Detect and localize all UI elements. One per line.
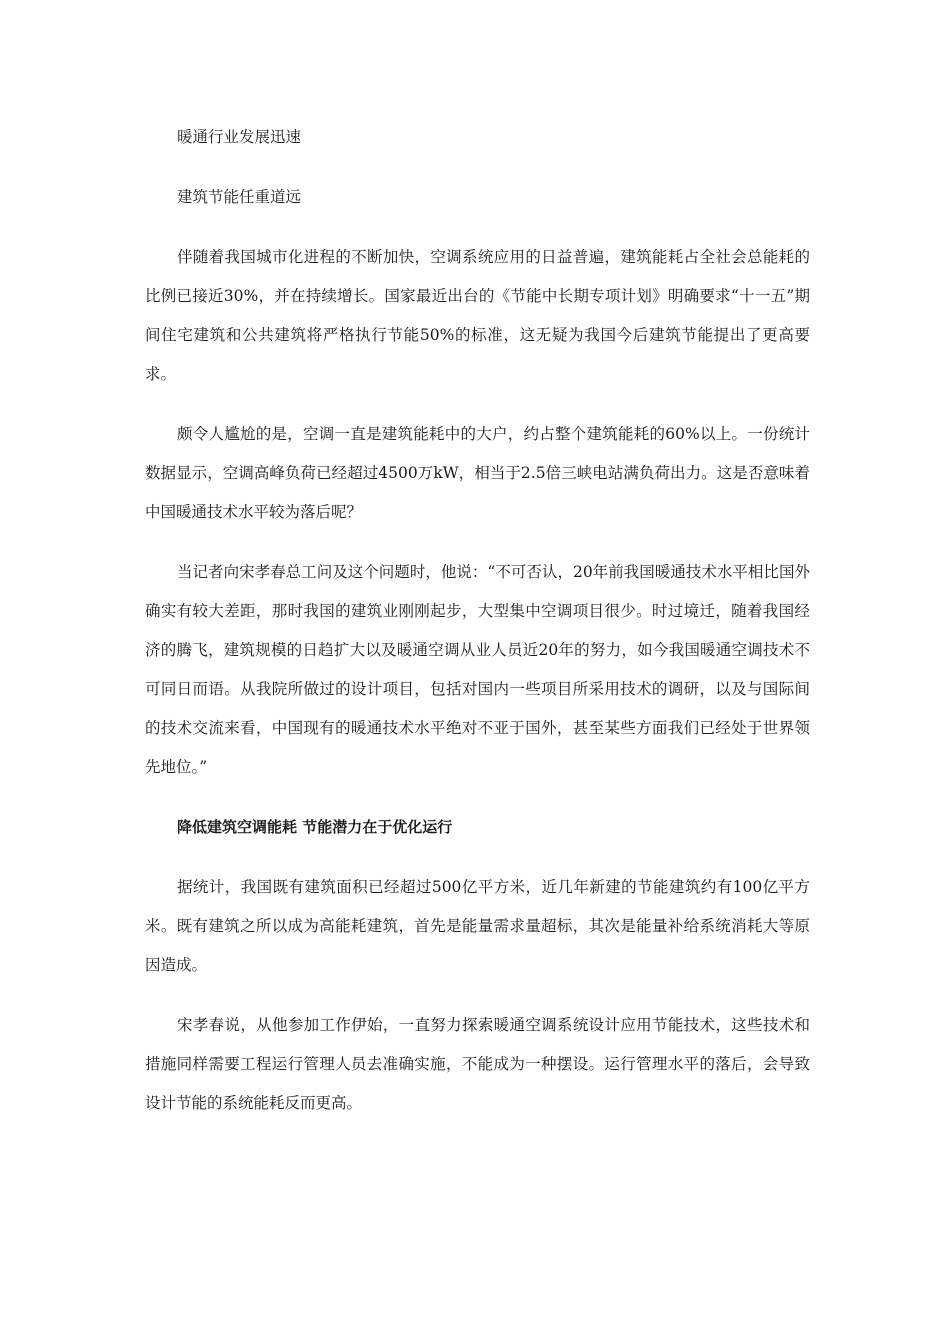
section-title: 降低建筑空调能耗 节能潜力在于优化运行	[177, 818, 453, 836]
paragraph-operation-management: 宋孝春说，从他参加工作伊始，一直努力探索暖通空调系统设计应用节能技术，这些技术和措施同样需要工程运行管理人员去准确实施，不能成为一种摆设。运行管理水平的落后，会导致设计节能的系统能耗反而更高。	[145, 1016, 810, 1112]
paragraph-air-conditioning-load: 颇令人尴尬的是，空调一直是建筑能耗中的大户，约占整个建筑能耗的60%以上。一份统计数据显示，空调高峰负荷已经超过4500万kW，相当于2.5倍三峡电站满负荷出力。这是否意味着中国暖通技术水平较为落后呢？	[145, 425, 810, 521]
heading-industry-growth: 暖通行业发展迅速	[177, 128, 302, 146]
document-body	[145, 118, 810, 1144]
paragraph-building-statistics: 据统计，我国既有建筑面积已经超过500亿平方米，近几年新建的节能建筑约有100亿平方米。既有建筑之所以成为高能耗建筑，首先是能量需求量超标，其次是能量补给系统消耗大等原因造成。	[145, 878, 810, 974]
paragraph-urbanization: 伴随着我国城市化进程的不断加快，空调系统应用的日益普遍，建筑能耗占全社会总能耗的比例已接近30%，并在持续增长。国家最近出台的《节能中长期专项计划》明确要求“十一五”期间住宅建筑和公共建筑将严格执行节能50%的标准，这无疑为我国今后建筑节能提出了更高要求。	[145, 248, 810, 383]
paragraph-interview-quote: 当记者向宋孝春总工问及这个问题时，他说：“不可否认，20年前我国暖通技术水平相比国外确实有较大差距，那时我国的建筑业刚刚起步，大型集中空调项目很少。时过境迁，随着我国经济的腾飞，建筑规模的日趋扩大以及暖通空调从业人员近20年的努力，如今我国暖通空调技术不可同日而语。从我院所做过的设计项目，包括对国内一些项目所采用技术的调研，以及与国际间的技术交流来看，中国现有的暖通技术水平绝对不亚于国外，甚至某些方面我们已经处于世界领先地位。”	[145, 563, 810, 776]
heading-energy-saving: 建筑节能任重道远	[177, 188, 302, 206]
